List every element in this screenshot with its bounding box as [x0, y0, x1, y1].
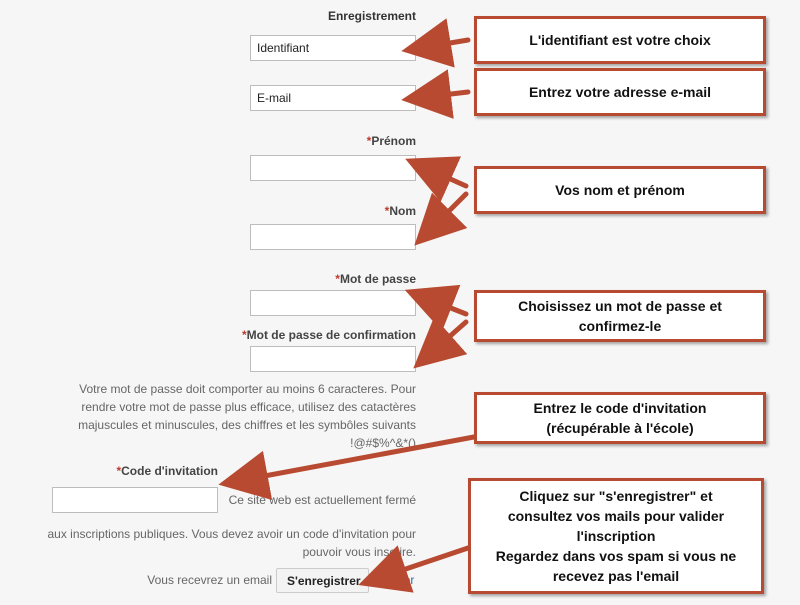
- password-label: [200, 272, 416, 286]
- arrow-to-password-confirm: [432, 322, 466, 352]
- password-help: [40, 380, 416, 452]
- password-confirm-label-text: Mot de passe de confirmation: [246, 328, 416, 342]
- firstname-label: [250, 134, 416, 148]
- callout-register: [468, 478, 764, 594]
- password-confirm-input[interactable]: [250, 346, 416, 372]
- callout-line: Entrez le code d'invitation: [533, 400, 707, 416]
- invitation-note-line: pouvoir vous inscrire.: [302, 545, 416, 559]
- callout-line: consultez vos mails pour valider: [507, 508, 725, 524]
- invitation-label: [52, 464, 218, 478]
- required-mark: *: [241, 328, 247, 342]
- firstname-input[interactable]: [250, 155, 416, 181]
- invitation-note-line: aux inscriptions publiques. Vous devez avoir un code d'invitation pour: [47, 527, 416, 541]
- email-notice: Vous recevrez un email: [147, 573, 272, 587]
- username-input[interactable]: [250, 35, 416, 61]
- password-help-line: majuscules et minuscules, des chiffres et les symbôles suivants: [78, 418, 416, 432]
- required-mark: *: [116, 464, 122, 478]
- callout-line: Choisissez un mot de passe et: [518, 298, 722, 314]
- email-input[interactable]: [250, 85, 416, 111]
- arrow-to-username: [426, 40, 468, 47]
- invitation-note: [20, 525, 416, 561]
- password-input[interactable]: [250, 290, 416, 316]
- arrow-to-password: [428, 299, 466, 314]
- required-mark: *: [335, 272, 340, 286]
- invitation-label-text: Code d'invitation: [121, 464, 218, 478]
- register-button[interactable]: S'enregistrer: [276, 568, 369, 593]
- password-confirm-label: [150, 328, 416, 342]
- callout-line: Entrez votre adresse e-mail: [528, 84, 712, 100]
- callout-line: (récupérable à l'école): [546, 420, 694, 436]
- arrow-to-lastname: [432, 194, 466, 228]
- password-help-line: rendre votre mot de passe plus efficace, utilisez des catactères: [81, 400, 416, 414]
- callout-line: L'identifiant est votre choix: [529, 32, 711, 48]
- callout-line: Regardez dans vos spam si vous ne: [495, 548, 737, 564]
- callout-line: Vos nom et prénom: [555, 182, 685, 198]
- password-label-text: Mot de passe: [339, 272, 416, 286]
- invitation-code-input[interactable]: [52, 487, 218, 513]
- callout-line: recevez pas l'email: [552, 568, 680, 584]
- lastname-input[interactable]: [250, 224, 416, 250]
- password-help-line: !@#$%^&*(): [350, 436, 416, 450]
- callout-names: [474, 166, 766, 214]
- callout-line: Cliquez sur "s'enregistrer" et: [519, 488, 713, 504]
- arrow-to-email: [426, 92, 468, 97]
- callout-password: [474, 290, 766, 342]
- invitation-note-inline: Ce site web est actuellement fermé: [228, 493, 416, 507]
- form-heading: Enregistrement: [327, 9, 416, 23]
- callout-username: [474, 16, 766, 64]
- callout-invitation: [474, 392, 766, 444]
- callout-email: [474, 68, 766, 116]
- lastname-label: [250, 204, 416, 218]
- lastname-label-text: Nom: [389, 204, 416, 218]
- cancel-link[interactable]: Annuler: [373, 573, 415, 587]
- password-help-line: Votre mot de passe doit comporter au moins 6 caracteres. Pour: [79, 382, 416, 396]
- callout-line: confirmez-le: [578, 318, 662, 334]
- arrow-to-firstname: [428, 169, 466, 186]
- required-mark: *: [366, 134, 372, 148]
- firstname-label-text: Prénom: [371, 134, 416, 148]
- required-mark: *: [384, 204, 390, 218]
- callout-line: l'inscription: [576, 528, 656, 544]
